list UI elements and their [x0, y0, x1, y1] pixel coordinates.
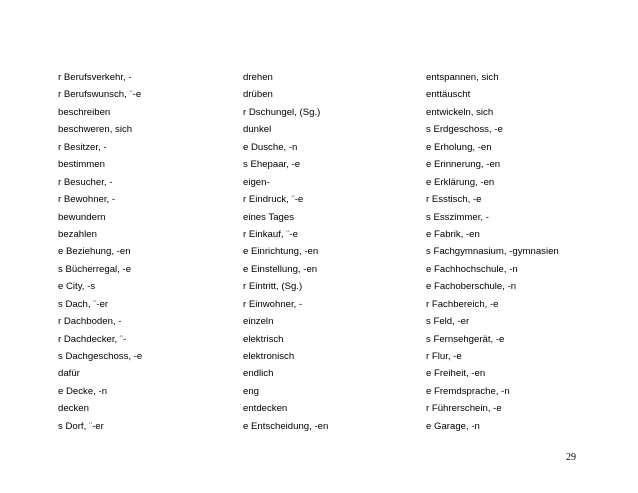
vocabulary-entry: e Einrichtung, -en [243, 246, 319, 258]
vocabulary-entry: dunkel [243, 124, 272, 136]
vocabulary-entry: e Freiheit, -en [426, 368, 486, 380]
vocabulary-entry: e Fremdsprache, -n [426, 385, 510, 397]
vocabulary-entry: s Dachgeschoss, -e [58, 351, 143, 362]
vocabulary-entry: r Fachbereich, -e [426, 298, 499, 310]
vocabulary-entry: enttäuscht [426, 89, 471, 101]
vocabulary-entry: e Fachhochschule, -n [426, 263, 518, 275]
vocabulary-entry: r Eintritt, (Sg.) [243, 281, 303, 293]
vocabulary-entry: e Garage, -n [426, 420, 480, 432]
vocabulary-column-2 [243, 69, 413, 435]
vocabulary-entry: bezahlen [58, 228, 97, 240]
vocabulary-entry: e Einstellung, -en [243, 263, 318, 275]
vocabulary-entry: beschweren, sich [58, 124, 133, 136]
vocabulary-entry: r Besitzer, - [58, 141, 107, 153]
vocabulary-entry: s Dach, ¨-er [58, 298, 109, 310]
vocabulary-entry: entdecken [243, 403, 288, 415]
vocabulary-entry: e Erklärung, -en [426, 176, 495, 188]
vocabulary-entry: e City, -s [58, 281, 96, 293]
vocabulary-entry: eines Tages [243, 211, 295, 223]
vocabulary-entry: r Berufswunsch, ¨-e [58, 89, 142, 101]
vocabulary-entry: entwickeln, sich [426, 106, 494, 118]
vocabulary-entry: einzeln [243, 316, 274, 328]
vocabulary-entry: r Esstisch, -e [426, 194, 482, 206]
vocabulary-entry: beschreiben [58, 106, 111, 118]
vocabulary-entry: s Bücherregal, -e [58, 263, 132, 275]
vocabulary-entry: r Dachdecker, ¨- [58, 333, 127, 345]
vocabulary-entry: eng [243, 385, 260, 397]
vocabulary-entry: r Besucher, - [58, 176, 113, 188]
vocabulary-entry: endlich [243, 368, 274, 380]
vocabulary-entry: e Beziehung, -en [58, 246, 131, 258]
vocabulary-entry: e Fabrik, -en [426, 228, 480, 240]
vocabulary-entry: dafür [58, 368, 80, 380]
vocabulary-entry: r Eindruck, ¨-e [243, 194, 304, 206]
vocabulary-entry: s Dorf, ¨-er [58, 420, 104, 432]
vocabulary-entry: r Dachboden, - [58, 316, 122, 328]
vocabulary-entry: drehen [243, 72, 273, 83]
vocabulary-entry: r Einwohner, - [243, 298, 303, 310]
vocabulary-entry: entspannen, sich [426, 72, 499, 83]
vocabulary-entry: eigen- [243, 176, 270, 188]
vocabulary-entry: e Erinnerung, -en [426, 159, 501, 171]
vocabulary-entry: s Erdgeschoss, -e [426, 124, 503, 136]
vocabulary-entry: elektronisch [243, 351, 295, 362]
vocabulary-entry: e Dusche, -n [243, 141, 298, 153]
vocabulary-entry: e Erholung, -en [426, 141, 492, 153]
vocabulary-entry: s Fernsehgerät, -e [426, 333, 505, 345]
vocabulary-entry: drüben [243, 89, 273, 101]
vocabulary-entry: s Ehepaar, -e [243, 159, 301, 171]
vocabulary-entry: r Bewohner, - [58, 194, 116, 206]
vocabulary-entry: bestimmen [58, 159, 105, 171]
vocabulary-entry: e Fachoberschule, -n [426, 281, 517, 293]
vocabulary-column-1 [58, 69, 228, 435]
vocabulary-entry: r Dschungel, (Sg.) [243, 106, 321, 118]
vocabulary-entry: e Decke, -n [58, 385, 108, 397]
vocabulary-entry: bewundern [58, 211, 106, 223]
vocabulary-entry: s Esszimmer, - [426, 211, 489, 223]
vocabulary-column-3 [426, 69, 626, 435]
vocabulary-entry: s Feld, -er [426, 316, 470, 328]
vocabulary-entry: r Berufsverkehr, - [58, 72, 132, 83]
vocabulary-entry: r Flur, -e [426, 351, 462, 362]
page-number: 29 [566, 452, 576, 463]
vocabulary-entry: e Entscheidung, -en [243, 420, 329, 432]
vocabulary-entry: decken [58, 403, 89, 415]
vocabulary-entry: elektrisch [243, 333, 284, 345]
vocabulary-entry: s Fachgymnasium, -gymnasien [426, 246, 559, 258]
vocabulary-entry: r Führerschein, -e [426, 403, 502, 415]
vocabulary-entry: r Einkauf, ¨-e [243, 228, 298, 240]
